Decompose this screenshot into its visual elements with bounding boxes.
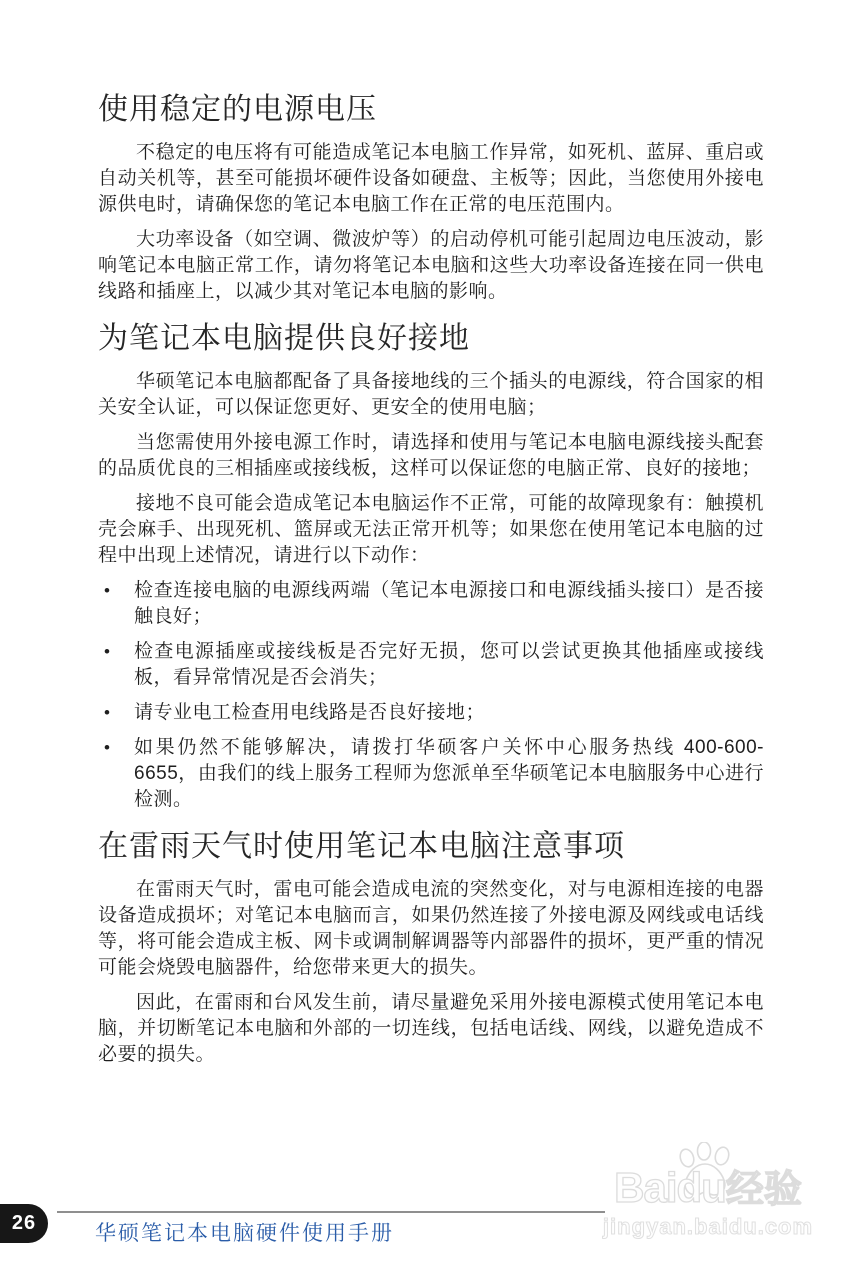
section-heading: 为笔记本电脑提供良好接地 [98,322,470,355]
paragraph: 当您需使用外接电源工作时，请选择和使用与笔记本电脑电源线接头配套的品质优良的三相插座或接线板，这样可以保证您的电脑正常、良好的接地； [98,432,764,479]
checklist [98,578,764,813]
page-content [98,92,764,1077]
list-item-text: 请专业电工检查用电线路是否良好接地； [134,702,486,723]
footer-divider [57,1211,605,1213]
list-item-text: 检查电源插座或接线板是否完好无损，您可以尝试更换其他插座或接线板，看异常情况是否会消失； [134,641,764,688]
list-item [98,578,764,630]
baidu-jingyan-watermark [598,1146,818,1240]
paragraph: 在雷雨天气时，雷电可能会造成电流的突然变化，对与电源相连接的电器设备造成损坏；对笔记本电脑而言，如果仍然连接了外接电源及网线或电话线等，将可能会造成主板、网卡或调制解调器等内部器件的损坏，更严重的情况可能会烧毁电脑器件，给您带来更大的损失。 [98,879,764,978]
paragraph: 接地不良可能会造成笔记本电脑运作不正常，可能的故障现象有：触摸机壳会麻手、出现死机、篮屏或无法正常开机等；如果您在使用笔记本电脑的过程中出现上述情况，请进行以下动作： [98,493,764,566]
section-heading: 在雷雨天气时使用笔记本电脑注意事项 [98,830,625,863]
watermark-url: jingyan.baidu.com [602,1214,814,1239]
section-good-grounding [98,321,764,813]
paragraph: 因此，在雷雨和台风发生前，请尽量避免采用外接电源模式使用笔记本电脑，并切断笔记本电脑和外部的一切连线，包括电话线、网线，以避免造成不必要的损失。 [98,992,764,1065]
baidu-logo [598,1146,818,1212]
list-item [98,735,764,813]
bullet-icon: • [104,642,111,661]
bullet-icon: • [104,703,111,722]
paragraph: 华硕笔记本电脑都配备了具备接地线的三个插头的电源线，符合国家的相关安全认证，可以保证您更好、更安全的使用电脑； [98,371,764,418]
baidu-brand-cjk: 经验 [725,1169,802,1211]
list-item-text: 检查连接电脑的电源线两端（笔记本电源接口和电源线插头接口）是否接触良好； [134,580,764,627]
paragraph: 不稳定的电压将有可能造成笔记本电脑工作异常，如死机、蓝屏、重启或自动关机等，甚至可能损坏硬件设备如硬盘、主板等；因此，当您使用外接电源供电时，请确保您的笔记本电脑工作在正常的电压范围内。 [98,142,764,215]
baidu-logo-text [598,1166,818,1212]
list-item-text: 如果仍然不能够解决，请拨打华硕客户关怀中心服务热线 400-600-6655，由我们的线上服务工程师为您派单至华硕笔记本电脑服务中心进行检测。 [134,737,764,810]
page-number-badge: 26 [0,1204,48,1243]
section-heading: 使用稳定的电源电压 [98,93,377,126]
manual-title: 华硕笔记本电脑硬件使用手册 [95,1222,394,1245]
baidu-brand-latin: Baidu [614,1164,726,1211]
bullet-icon: • [104,581,111,600]
paragraph: 大功率设备（如空调、微波炉等）的启动停机可能引起周边电压波动，影响笔记本电脑正常工作，请勿将笔记本电脑和这些大功率设备连接在同一供电线路和插座上，以减少其对笔记本电脑的影响。 [98,229,764,302]
section-stable-voltage [98,92,764,305]
list-item [98,639,764,691]
section-thunderstorm-notice [98,829,764,1068]
list-item [98,700,764,726]
bullet-icon: • [104,738,111,757]
